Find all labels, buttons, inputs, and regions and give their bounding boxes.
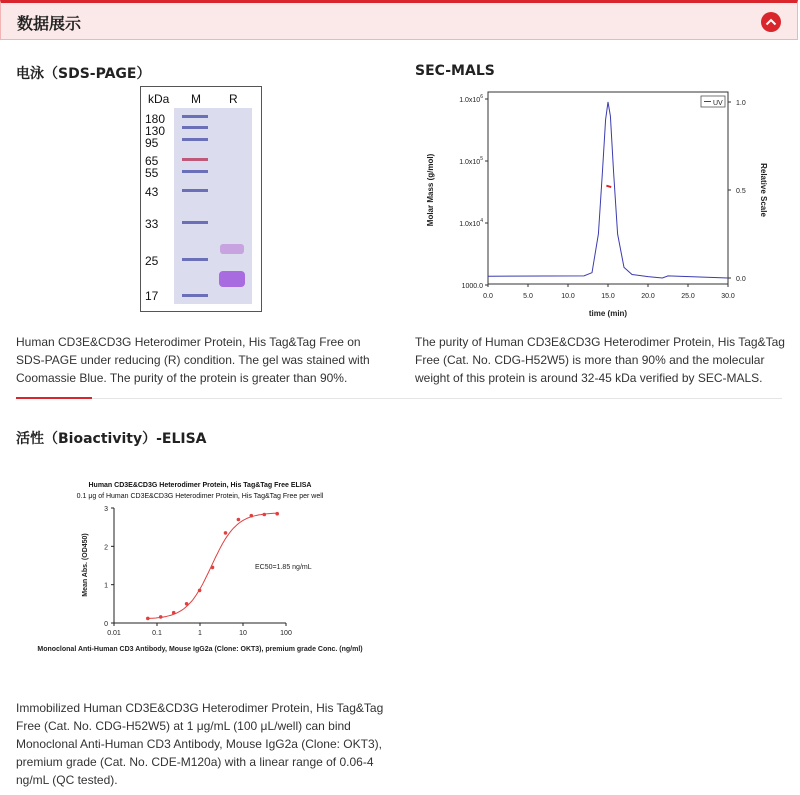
gel-header-m: M (191, 92, 201, 106)
section-title: 数据展示 (17, 14, 82, 33)
elisa-x-tick-label: 10 (239, 630, 247, 637)
elisa-title: 活性（Bioactivity）-ELISA (16, 431, 207, 447)
marker-label: 43 (145, 185, 159, 199)
elisa-x-tick-label: 100 (280, 630, 292, 637)
marker-label: 180 (145, 112, 166, 126)
section-divider-accent (16, 397, 92, 399)
marker-label: 95 (145, 136, 159, 150)
elisa-y-tick-label: 1 (104, 582, 108, 590)
elisa-chart-subtitle: 0.1 μg of Human CD3E&CD3G Heterodimer Protein, His Tag&Tag Free per well (76, 493, 324, 500)
sec-x-tick-label: 25.0 (681, 293, 695, 300)
elisa-data-point (250, 514, 254, 518)
sec-y2-tick-label: 0.5 (736, 188, 746, 195)
marker-label: 33 (145, 217, 159, 231)
sec-y-tick-label: $1.0x10^6$ (459, 94, 483, 104)
marker-band (182, 258, 208, 261)
sec-ylabel: Molar Mass (g/mol) (426, 153, 435, 227)
sec-y-tick-label: $1.0x10^5$ (459, 156, 483, 166)
elisa-data-point (211, 566, 215, 570)
sds-page-title: 电泳（SDS-PAGE） (16, 66, 151, 82)
sec-y2label: Relative Scale (759, 163, 768, 217)
sec-y2-tick-label: 0.0 (736, 276, 746, 283)
marker-label: 55 (145, 166, 159, 180)
sds-page-gel-image (140, 86, 262, 312)
elisa-data-point (237, 518, 241, 522)
sec-xlabel: time (min) (588, 309, 628, 318)
marker-label: 65 (145, 154, 159, 168)
elisa-data-point (172, 611, 176, 615)
elisa-ylabel: Mean Abs. (OD450) (82, 533, 89, 597)
sec-y-tick-label: 1000.0 (461, 283, 483, 290)
marker-band (182, 221, 208, 224)
marker-label: 130 (145, 124, 166, 138)
marker-band (182, 138, 208, 141)
section-header (0, 0, 798, 40)
sample-band (219, 271, 245, 287)
elisa-description: Immobilized Human CD3E&CD3G Heterodimer Protein, His Tag&Tag Free (Cat. No. CDG-H52W5) at 1 μg/mL (100 μL/well) can bind Monoclonal Anti-Human CD3 Antibody, Mouse IgG2a (Clone: OKT3), premium grade (Cat. No. CDE-M120a) with a linear range of 0.06-4 ng/mL (QC tested). (16, 701, 384, 787)
marker-label: 25 (145, 254, 159, 268)
gel-header-r: R (229, 92, 238, 106)
sec-mals-chart (425, 86, 775, 322)
sec-plot-frame (488, 92, 728, 284)
elisa-y-tick-label: 2 (104, 544, 108, 552)
sample-band (220, 244, 244, 254)
sec-molar-mass-trace (606, 186, 611, 187)
collapse-button[interactable] (761, 12, 781, 32)
marker-label: 17 (145, 289, 159, 303)
elisa-data-point (224, 531, 228, 535)
section-divider (16, 398, 782, 399)
elisa-y-tick-label: 3 (104, 506, 108, 513)
elisa-data-point (159, 615, 163, 619)
sec-x-tick-label: 0.0 (483, 293, 493, 300)
sec-legend (701, 96, 725, 107)
sec-x-tick-label: 15.0 (601, 293, 615, 300)
elisa-ec50-annotation: EC50=1.85 ng/mL (255, 564, 312, 571)
sec-legend-uv: UV (713, 100, 723, 107)
elisa-x-tick-label: 0.01 (107, 630, 121, 637)
chevron-up-icon (765, 17, 777, 27)
elisa-data-point (198, 589, 202, 593)
elisa-chart (30, 472, 400, 656)
sec-x-tick-label: 20.0 (641, 293, 655, 300)
marker-band (182, 126, 208, 129)
sec-uv-trace (488, 102, 728, 278)
elisa-data-point (275, 512, 279, 516)
sec-x-tick-label: 10.0 (561, 293, 575, 300)
marker-band (182, 158, 208, 161)
sec-y2-tick-label: 1.0 (736, 100, 746, 107)
sec-mals-title: SEC-MALS (415, 63, 495, 79)
elisa-x-tick-label: 1 (198, 630, 202, 637)
elisa-data-point (146, 617, 150, 621)
sec-x-tick-label: 30.0 (721, 293, 735, 300)
elisa-xlabel: Monoclonal Anti-Human CD3 Antibody, Mouse IgG2a (Clone: OKT3), premium grade Conc. (ng/ml) (37, 646, 363, 653)
elisa-y-tick-label: 0 (104, 621, 108, 628)
sec-y-tick-label: $1.0x10^4$ (459, 218, 483, 228)
gel-header-kda: kDa (148, 92, 170, 106)
sec-x-tick-label: 5.0 (523, 293, 533, 300)
sec-mals-description: The purity of Human CD3E&CD3G Heterodimer Protein, His Tag&Tag Free (Cat. No. CDG-H52W5) is more than 90% and the molecular weight of this protein is around 32-45 kDa verified by SEC-MALS. (415, 335, 785, 385)
elisa-data-point (263, 513, 267, 517)
elisa-chart-title: Human CD3E&CD3G Heterodimer Protein, His Tag&Tag Free ELISA (88, 482, 312, 489)
marker-band (182, 170, 208, 173)
marker-band (182, 189, 208, 192)
marker-band (182, 115, 208, 118)
marker-band (182, 294, 208, 297)
elisa-data-point (185, 602, 189, 606)
elisa-x-tick-label: 0.1 (152, 630, 162, 637)
sds-page-description: Human CD3E&CD3G Heterodimer Protein, His Tag&Tag Free on SDS-PAGE under reducing (R) condition. The gel was stained with Coomassie Blue. The purity of the protein is greater than 90%. (16, 335, 370, 385)
